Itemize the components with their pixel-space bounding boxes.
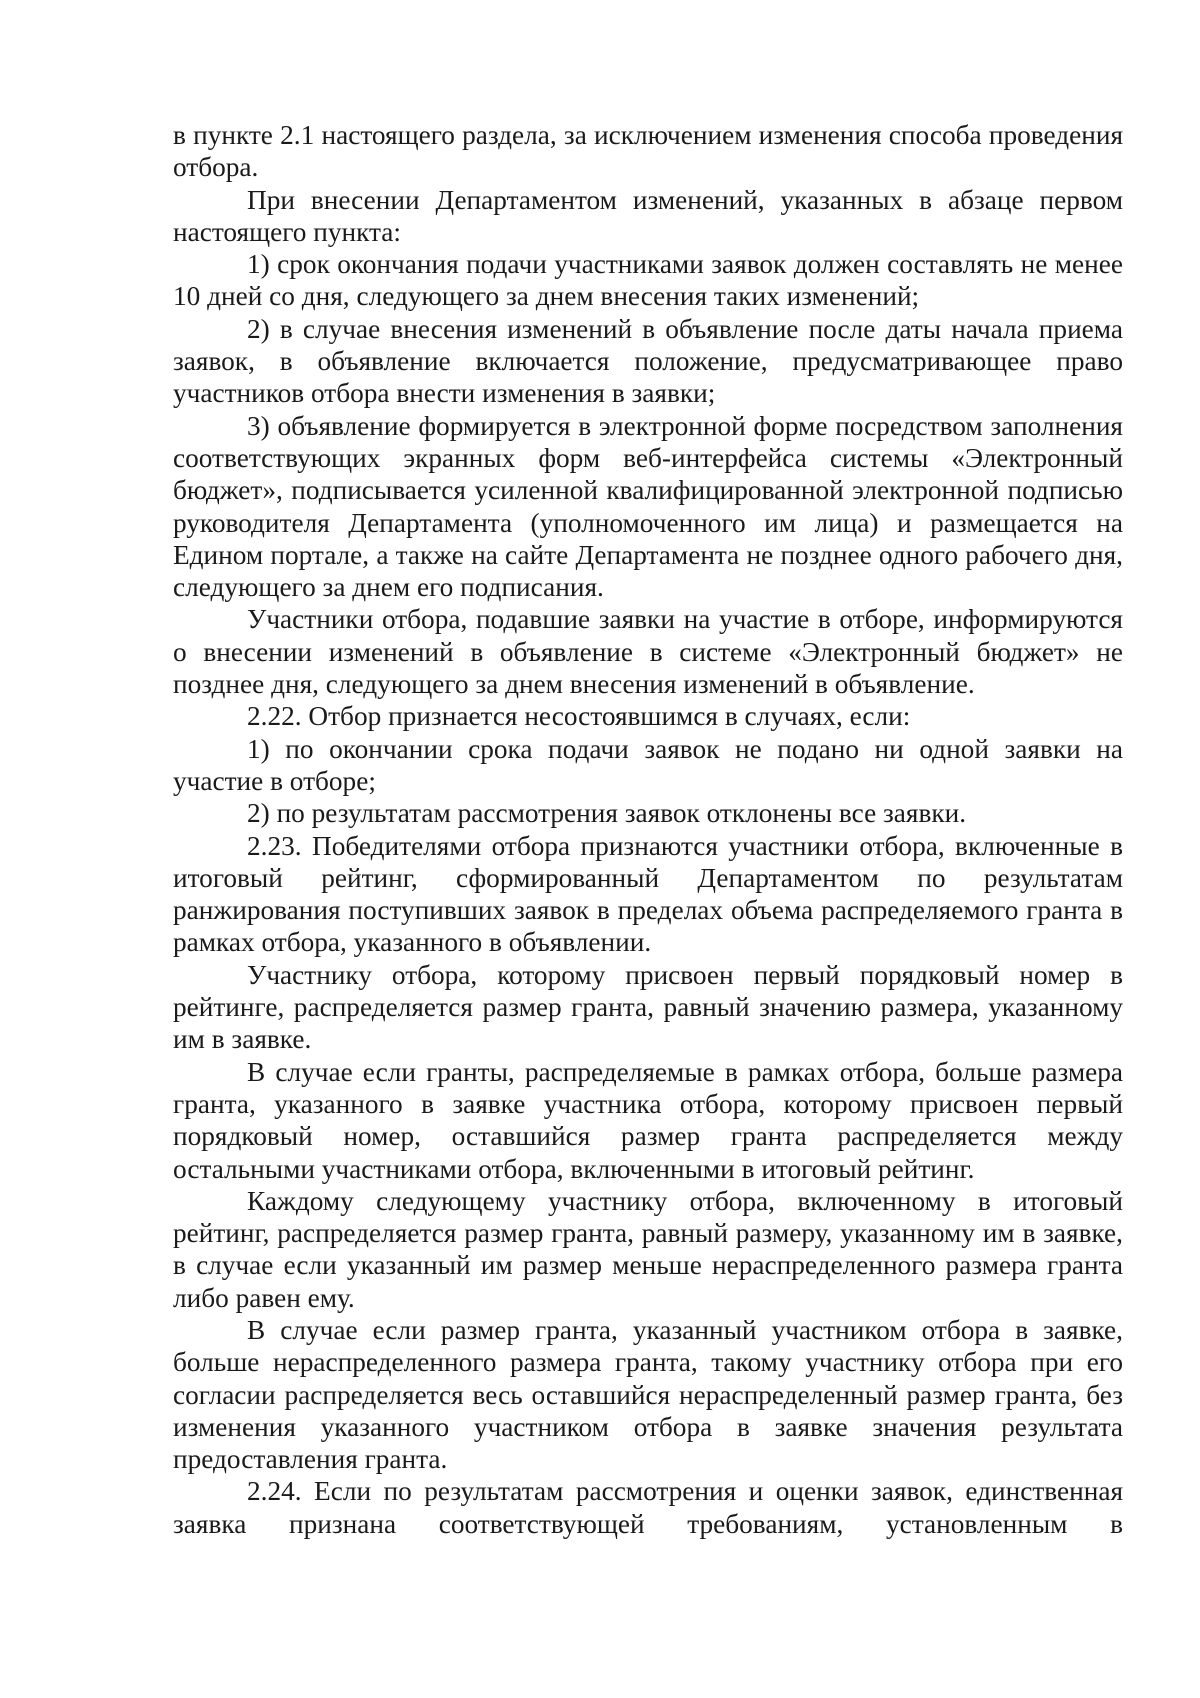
paragraph-item-1-deadline: 1) срок окончания подачи участниками заявок должен составлять не менее 10 дней со дня, следующего за днем внесения таких изменений; [173, 249, 1123, 312]
paragraph-next-participant: Каждому следующему участнику отбора, включенному в итоговый рейтинг, распределяется размер гранта, равный размеру, указанному им в заявке, в случае если указанный им размер меньше нераспределенного размера гранта либо равен ему. [173, 1185, 1123, 1313]
paragraph-changes-intro: При внесении Департаментом изменений, указанных в абзаце первом настоящего пункта: [173, 184, 1123, 247]
paragraph-2-23-winners: 2.23. Победителями отбора признаются участники отбора, включенные в итоговый рейтинг, сформированный Департаментом по результатам ранжирования поступивших заявок в пределах объема распределяемого гранта в рамках отбора, указанного в объявлении. [173, 830, 1123, 958]
document-body [173, 119, 1123, 1540]
paragraph-item-3-electronic-form: 3) объявление формируется в электронной форме посредством заполнения соответствующих экранных форм веб-интерфейса системы «Электронный бюджет», подписывается усиленной квалифицированной электронной подписью руководителя Департамента (уполномоченного им лица) и размещается на Едином портале, а также на сайте Департамента не позднее одного рабочего дня, следующего за днем его подписания. [173, 410, 1123, 603]
paragraph-2-22-item-1: 1) по окончании срока подачи заявок не подано ни одной заявки на участие в отборе; [173, 733, 1123, 796]
paragraph-unallocated-grant: В случае если размер гранта, указанный участником отбора в заявке, больше нераспределенного размера гранта, такому участнику отбора при его согласии распределяется весь оставшийся нераспределенный размер гранта, без изменения указанного участником отбора в заявке значения результата предоставления гранта. [173, 1314, 1123, 1475]
paragraph-participants-informed: Участники отбора, подавшие заявки на участие в отборе, информируются о внесении изменений в объявление в системе «Электронный бюджет» не позднее дня, следующего за днем внесения изменений в объявление. [173, 604, 1123, 700]
paragraph-continuation-2-1: в пункте 2.1 настоящего раздела, за исключением изменения способа проведения отбора. [173, 120, 1123, 183]
paragraph-2-24-single-application: 2.24. Если по результатам рассмотрения и оценки заявок, единственная заявка признана соответствующей требованиям, установленным в [173, 1476, 1123, 1539]
paragraph-first-rank-grant: Участнику отбора, которому присвоен первый порядковый номер в рейтинге, распределяется размер гранта, равный значению размера, указанному им в заявке. [173, 959, 1123, 1055]
paragraph-2-22-failed-selection: 2.22. Отбор признается несостоявшимся в случаях, если: [247, 701, 911, 732]
paragraph-item-2-amendments: 2) в случае внесения изменений в объявление после даты начала приема заявок, в объявление включается положение, предусматривающее право участников отбора внести изменения в заявки; [173, 313, 1123, 409]
paragraph-remaining-grant: В случае если гранты, распределяемые в рамках отбора, больше размера гранта, указанного в заявке участника отбора, которому присвоен первый порядковый номер, оставшийся размер гранта распределяется между остальными участниками отбора, включенными в итоговый рейтинг. [173, 1056, 1123, 1184]
paragraph-2-22-item-2: 2) по результатам рассмотрения заявок отклонены все заявки. [247, 798, 967, 829]
